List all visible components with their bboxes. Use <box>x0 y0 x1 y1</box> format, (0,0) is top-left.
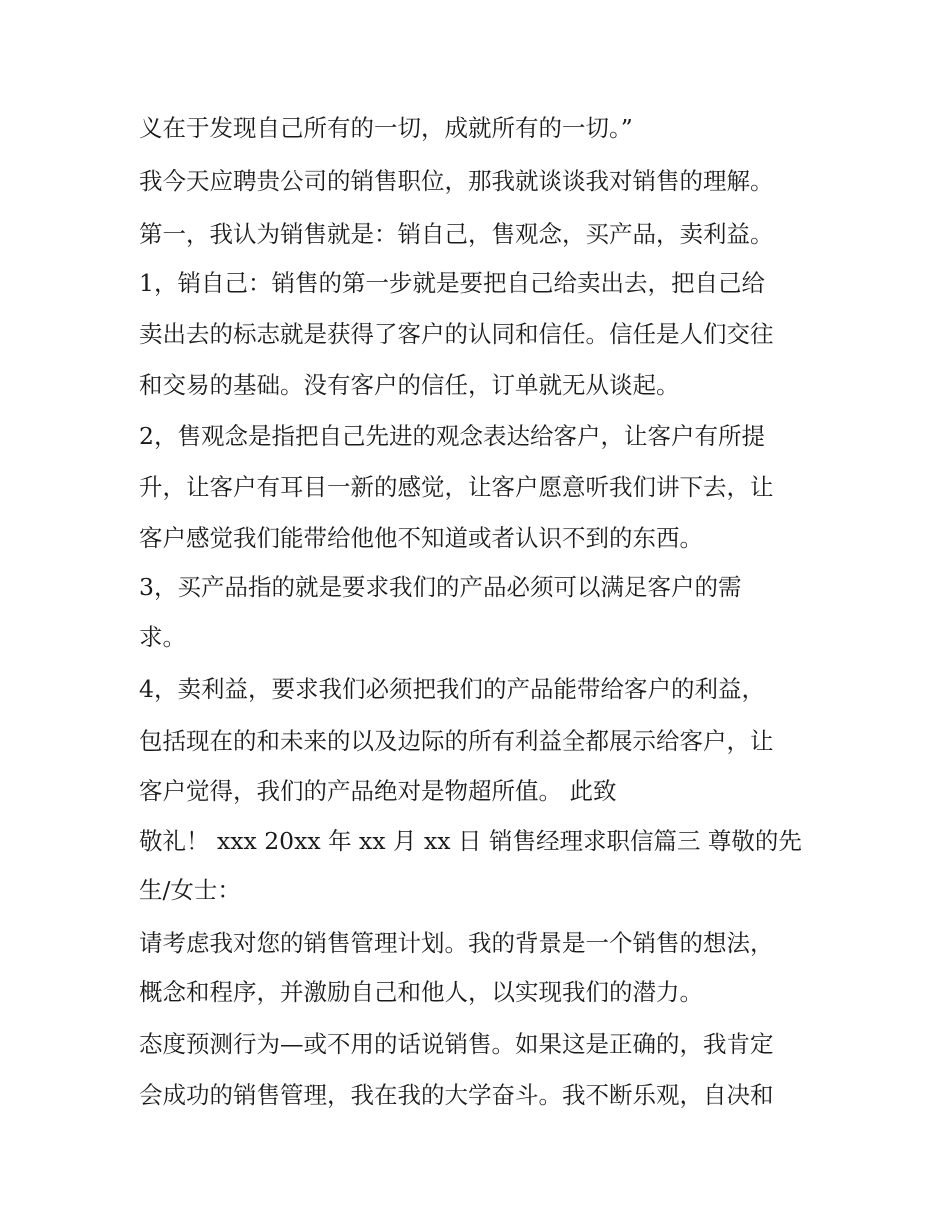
text-line: 概念和程序，并激励自己和他人，以实现我们的潜力。 <box>139 978 703 1006</box>
text-line: 升，让客户有耳目一新的感觉，让客户愿意听我们讲下去，让 <box>139 473 774 501</box>
text-line: 我今天应聘贵公司的销售职位，那我就谈谈我对销售的理解。 <box>139 167 774 195</box>
text-line: 义在于发现自己所有的一切，成就所有的一切。” <box>139 114 633 142</box>
text-line: 1，销自己：销售的第一步就是要把自己给卖出去，把自己给 <box>139 269 765 297</box>
text-line: 客户觉得，我们的产品绝对是物超所值。 此致 <box>139 777 617 805</box>
text-line: 2，售观念是指把自己先进的观念表达给客户，让客户有所提 <box>139 422 765 450</box>
text-line: 会成功的销售管理，我在我的大学奋斗。我不断乐观，自决和 <box>139 1081 774 1109</box>
text-line: 卖出去的标志就是获得了客户的认同和信任。信任是人们交往 <box>139 320 774 348</box>
text-line: 请考虑我对您的销售管理计划。我的背景是一个销售的想法， <box>139 929 774 957</box>
text-line: 和交易的基础。没有客户的信任，订单就无从谈起。 <box>139 371 680 399</box>
text-line: 3，买产品指的就是要求我们的产品必须可以满足客户的需 <box>139 573 742 601</box>
text-line: 4，卖利益，要求我们必须把我们的产品能带给客户的利益， <box>139 675 765 703</box>
text-line: 客户感觉我们能带给他他不知道或者认识不到的东西。 <box>139 524 703 552</box>
text-line: 敬礼！ xxx 20xx 年 xx 月 xx 日 销售经理求职信篇三 尊敬的先 <box>139 827 802 855</box>
text-line: 包括现在的和未来的以及边际的所有利益全都展示给客户，让 <box>139 727 774 755</box>
text-line: 求。 <box>139 623 186 651</box>
text-line: 生/女士： <box>139 876 241 904</box>
text-line: 态度预测行为—或不用的话说销售。如果这是正确的，我肯定 <box>139 1030 774 1058</box>
text-line: 第一，我认为销售就是：销自己，售观念，买产品，卖利益。 <box>139 220 774 248</box>
